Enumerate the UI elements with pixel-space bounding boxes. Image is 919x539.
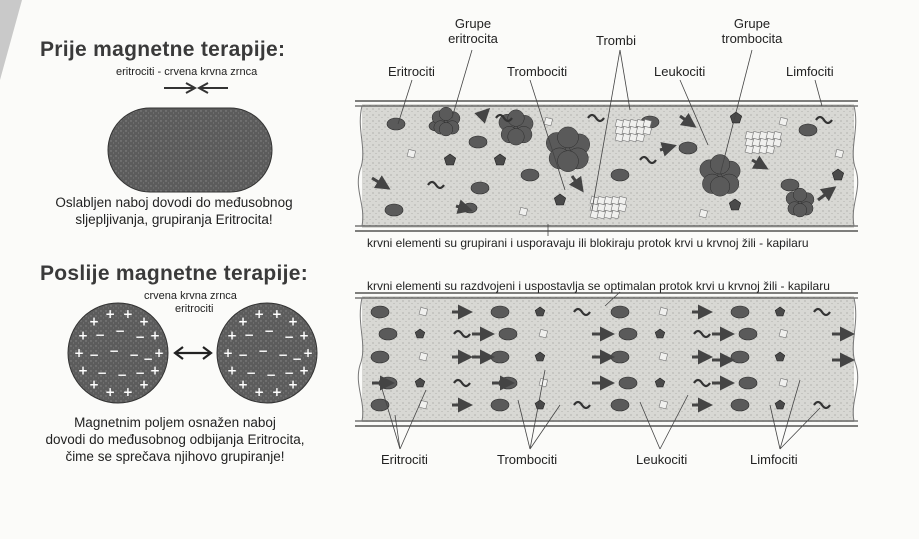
thrombocyte bbox=[539, 329, 548, 338]
plus-sign: + bbox=[299, 328, 310, 343]
erythrocyte-clump-part bbox=[508, 129, 525, 146]
plus-sign: + bbox=[287, 314, 299, 329]
label-top-trombociti: Trombociti bbox=[507, 64, 568, 79]
thrombocyte bbox=[636, 133, 645, 142]
erythrocyte bbox=[679, 142, 697, 154]
after-heading: Poslije magnetne terapije: bbox=[40, 262, 309, 285]
thrombocyte bbox=[604, 210, 613, 219]
thrombocyte bbox=[615, 126, 624, 135]
minus-sign: − bbox=[89, 348, 100, 362]
erythrocyte-clump-part bbox=[793, 188, 807, 202]
thrombocyte bbox=[604, 196, 613, 205]
thrombocyte bbox=[604, 203, 613, 212]
plus-sign: + bbox=[77, 363, 89, 378]
thrombocyte bbox=[622, 126, 631, 135]
thrombocyte bbox=[759, 131, 768, 140]
thrombocyte bbox=[611, 203, 620, 212]
erythrocyte bbox=[731, 351, 749, 363]
plus-sign: + bbox=[226, 363, 238, 378]
thrombocyte bbox=[636, 126, 645, 135]
thrombocyte bbox=[752, 145, 761, 154]
erythrocyte bbox=[611, 351, 629, 363]
erythrocyte bbox=[739, 377, 757, 389]
thrombocyte bbox=[659, 400, 668, 409]
label-grupe-trombocita-line2: trombocita bbox=[721, 31, 783, 46]
plus-sign: + bbox=[299, 363, 310, 378]
label-top-limfociti: Limfociti bbox=[786, 64, 834, 79]
label-grupe-trombocita-line1: Grupe bbox=[733, 16, 771, 31]
erythrocyte bbox=[491, 306, 509, 318]
minus-sign: − bbox=[238, 348, 249, 362]
plus-sign: + bbox=[138, 314, 150, 329]
minus-sign: − bbox=[292, 352, 303, 366]
label-bottom-trombociti: Trombociti bbox=[497, 452, 558, 467]
erythrocyte-clump-part bbox=[710, 155, 730, 175]
label-bottom-eritrociti: Eritrociti bbox=[381, 452, 428, 467]
plus-sign: + bbox=[271, 307, 282, 322]
plus-sign: + bbox=[105, 307, 116, 322]
thrombocyte bbox=[629, 119, 638, 128]
plus-sign: + bbox=[223, 346, 234, 360]
plus-sign: + bbox=[89, 377, 100, 392]
minus-sign: − bbox=[143, 352, 154, 366]
erythrocyte bbox=[371, 399, 389, 411]
minus-sign: − bbox=[109, 344, 120, 358]
erythrocyte bbox=[739, 328, 757, 340]
plus-sign: + bbox=[150, 363, 161, 378]
thrombocyte bbox=[752, 131, 761, 140]
erythrocyte bbox=[471, 182, 489, 194]
erythrocyte-clump-part bbox=[558, 127, 579, 148]
erythrocyte bbox=[371, 351, 389, 363]
plus-sign: + bbox=[89, 314, 100, 329]
thrombocyte bbox=[519, 207, 528, 216]
label-top-eritrociti: Eritrociti bbox=[388, 64, 435, 79]
minus-sign: − bbox=[246, 366, 257, 380]
thrombocyte bbox=[590, 203, 599, 212]
minus-sign: − bbox=[135, 330, 146, 344]
erythrocyte-clump-part bbox=[558, 151, 579, 172]
label-bottom-limfociti: Limfociti bbox=[750, 452, 798, 467]
thrombocyte bbox=[745, 138, 754, 147]
plus-sign: + bbox=[122, 384, 133, 399]
erythrocyte bbox=[491, 351, 509, 363]
thrombocyte bbox=[779, 378, 788, 387]
thrombocyte bbox=[643, 126, 652, 135]
after-caption-line2: dovodi do međusobnog odbijanja Eritrocita, bbox=[45, 432, 305, 447]
erythrocyte-clump-part bbox=[439, 107, 453, 121]
erythrocyte bbox=[379, 328, 397, 340]
label-grupe-eritrocita-line2: eritrocita bbox=[448, 31, 498, 46]
minus-sign: − bbox=[264, 324, 275, 338]
before-caption-line1: Oslabljen naboj dovodi do međusobnog bbox=[55, 195, 293, 210]
thrombocyte bbox=[629, 133, 638, 142]
thrombocyte bbox=[419, 400, 428, 409]
thrombocyte bbox=[766, 138, 775, 147]
minus-sign: − bbox=[258, 344, 269, 358]
thrombocyte bbox=[752, 138, 761, 147]
minus-sign: − bbox=[244, 328, 255, 342]
thrombocyte bbox=[615, 133, 624, 142]
plus-sign: + bbox=[254, 384, 265, 399]
erythrocyte bbox=[611, 306, 629, 318]
thrombocyte bbox=[643, 119, 652, 128]
thrombocyte bbox=[835, 149, 844, 158]
erythrocyte bbox=[799, 124, 817, 136]
plus-sign: + bbox=[238, 314, 249, 329]
erythrocyte bbox=[611, 399, 629, 411]
thrombocyte bbox=[759, 145, 768, 154]
thrombocyte bbox=[611, 196, 620, 205]
erythrocyte-clump-part bbox=[439, 122, 453, 136]
plus-sign: + bbox=[74, 346, 85, 360]
minus-sign: − bbox=[129, 348, 140, 362]
thrombocyte bbox=[590, 210, 599, 219]
erythrocyte bbox=[611, 169, 629, 181]
minus-sign: − bbox=[115, 324, 126, 338]
erythrocyte bbox=[491, 399, 509, 411]
thrombocyte bbox=[636, 119, 645, 128]
attraction-arrows bbox=[164, 83, 228, 93]
plus-sign: + bbox=[271, 384, 282, 399]
plus-sign: + bbox=[238, 377, 249, 392]
label-bottom-leukociti: Leukociti bbox=[636, 452, 688, 467]
erythrocyte bbox=[619, 328, 637, 340]
thrombocyte bbox=[773, 131, 782, 140]
thrombocyte bbox=[407, 149, 416, 158]
after-caption-line3: čime se sprečava njihovo grupiranje! bbox=[65, 449, 285, 464]
after-subtitle-line1: crvena krvna zrnca bbox=[144, 290, 237, 302]
plus-sign: + bbox=[287, 377, 299, 392]
after-subtitle-line2: eritrociti bbox=[175, 303, 214, 315]
plus-sign: + bbox=[254, 307, 265, 322]
erythrocyte bbox=[731, 306, 749, 318]
thrombocyte bbox=[597, 210, 606, 219]
thrombocyte bbox=[659, 352, 668, 361]
erythrocyte bbox=[387, 118, 405, 130]
thrombocyte bbox=[544, 117, 553, 126]
thrombocyte bbox=[779, 117, 788, 126]
minus-sign: − bbox=[135, 366, 146, 380]
repulsion-arrow bbox=[175, 347, 211, 359]
thrombocyte bbox=[759, 138, 768, 147]
label-top-leukociti: Leukociti bbox=[654, 64, 706, 79]
erythrocyte bbox=[731, 399, 749, 411]
clumped-erythrocytes bbox=[108, 108, 272, 192]
erythrocyte-clump-part bbox=[710, 177, 730, 197]
erythrocyte bbox=[521, 169, 539, 181]
thrombocyte bbox=[766, 131, 775, 140]
thrombocyte bbox=[629, 126, 638, 135]
after-vessel-caption: krvni elementi su razdvojeni i uspostavlja se optimalan protok krvi u krvnoj žili - kapilaru bbox=[367, 279, 830, 293]
thrombocyte bbox=[766, 145, 775, 154]
before-heading: Prije magnetne terapije: bbox=[40, 38, 286, 61]
label-trombi: Trombi bbox=[596, 33, 636, 48]
thrombocyte bbox=[745, 145, 754, 154]
before-subtitle: eritrociti - crvena krvna zrnca bbox=[116, 66, 258, 78]
thrombocyte bbox=[618, 203, 627, 212]
plus-sign: + bbox=[226, 328, 238, 343]
label-grupe-eritrocita-line1: Grupe bbox=[454, 16, 492, 31]
thrombocyte bbox=[597, 196, 606, 205]
plus-sign: + bbox=[303, 346, 314, 360]
erythrocyte bbox=[371, 306, 389, 318]
thrombocyte bbox=[659, 307, 668, 316]
minus-sign: − bbox=[266, 368, 277, 382]
thrombocyte bbox=[419, 352, 428, 361]
thrombocyte bbox=[597, 203, 606, 212]
minus-sign: − bbox=[117, 368, 128, 382]
thrombocyte bbox=[419, 307, 428, 316]
minus-sign: − bbox=[284, 366, 295, 380]
thrombocyte bbox=[618, 196, 627, 205]
erythrocyte-clump-part bbox=[793, 203, 807, 217]
thrombocyte bbox=[745, 131, 754, 140]
erythrocyte bbox=[499, 328, 517, 340]
thrombocyte bbox=[779, 329, 788, 338]
erythrocyte-clump-part bbox=[508, 110, 525, 127]
thrombocyte bbox=[622, 133, 631, 142]
minus-sign: − bbox=[95, 328, 106, 342]
plus-sign: + bbox=[138, 377, 150, 392]
thrombocyte bbox=[622, 119, 631, 128]
page-corner-shadow bbox=[0, 0, 22, 80]
erythrocyte bbox=[385, 204, 403, 216]
thrombocyte bbox=[773, 138, 782, 147]
thrombocyte bbox=[611, 210, 620, 219]
plus-sign: + bbox=[105, 384, 116, 399]
erythrocyte bbox=[619, 377, 637, 389]
erythrocyte bbox=[469, 136, 487, 148]
after-caption-line1: Magnetnim poljem osnažen naboj bbox=[74, 415, 276, 430]
before-vessel-caption: krvni elementi su grupirani i usporavaju ili blokiraju protok krvi u krvnoj žili - kapilaru bbox=[367, 236, 809, 250]
minus-sign: − bbox=[284, 330, 295, 344]
thrombocyte bbox=[699, 209, 708, 218]
minus-sign: − bbox=[97, 366, 108, 380]
minus-sign: − bbox=[278, 348, 289, 362]
thrombocyte bbox=[615, 119, 624, 128]
plus-sign: + bbox=[154, 346, 165, 360]
plus-sign: + bbox=[150, 328, 161, 343]
plus-sign: + bbox=[122, 307, 133, 322]
plus-sign: + bbox=[77, 328, 89, 343]
before-caption-line2: sljepljivanja, grupiranja Eritrocita! bbox=[75, 212, 273, 227]
